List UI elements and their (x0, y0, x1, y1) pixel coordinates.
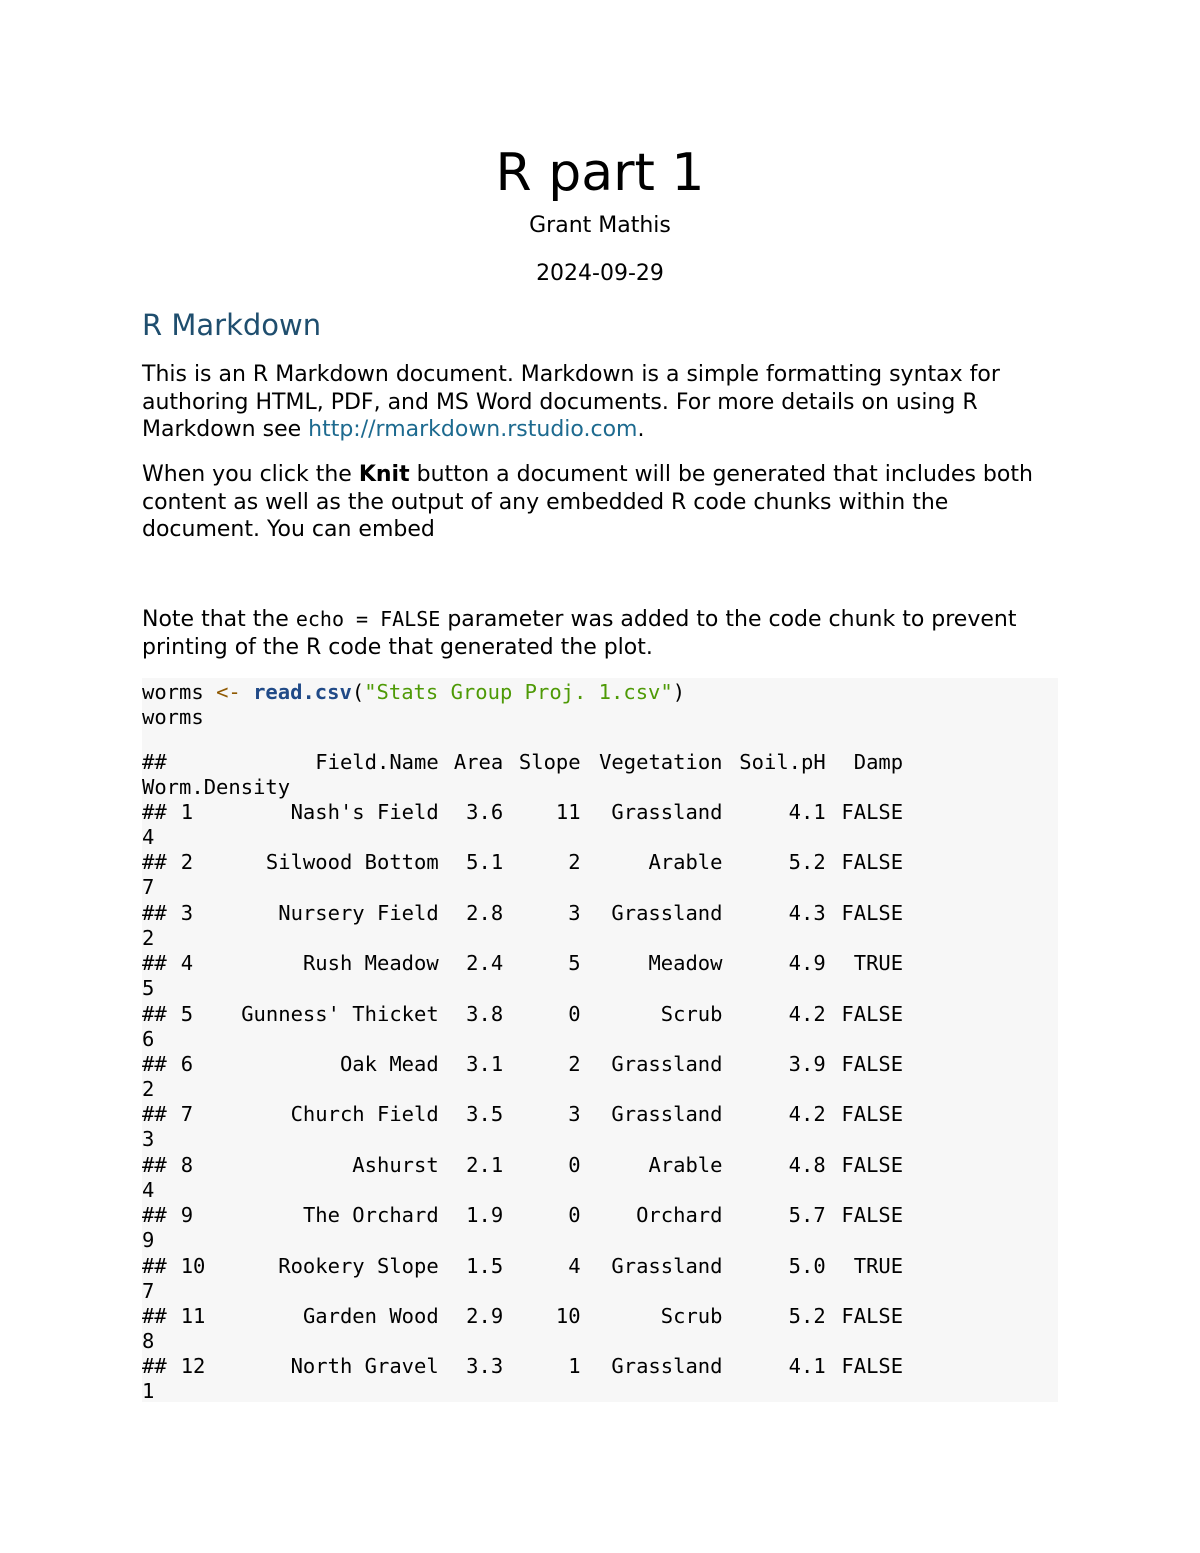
cell-soil-ph: 5.2 (788, 1304, 826, 1328)
cell-vegetation: Arable (648, 850, 723, 875)
cell-soil-ph: 4.1 (788, 800, 826, 824)
code-line-read (142, 680, 685, 705)
intro-text: This is an R Markdown document. Markdown is a simple formatting syntax for authoring HTML, PDF, and MS Word documents. For more details on using R Markdown see (142, 362, 1000, 442)
intro-paragraph (142, 361, 1058, 444)
cell-vegetation: Grassland (611, 800, 723, 824)
cell-area: 3.8 (466, 1001, 504, 1026)
code-string: "Stats Group Proj. 1.csv" (364, 680, 673, 704)
cell-damp: FALSE (841, 1001, 904, 1026)
cell-vegetation: Orchard (636, 1203, 723, 1228)
cell-vegetation: Grassland (611, 1102, 723, 1127)
output-header-row (142, 750, 1058, 775)
output-prefix: ## (142, 1001, 167, 1026)
cell-field-name: Garden Wood (302, 1304, 439, 1328)
code-paren-open: ( (351, 680, 365, 704)
output-row (142, 1002, 1058, 1027)
cell-field-name: Gunness' Thicket (241, 1001, 439, 1026)
cell-slope: 3 (568, 900, 581, 925)
cell-damp: TRUE (853, 1253, 904, 1278)
cell-area: 2.4 (466, 951, 504, 976)
output-prefix: ## (142, 1304, 167, 1328)
cell-slope: 3 (568, 1102, 581, 1127)
knit-text-before: When you click the (142, 462, 359, 487)
output-row (142, 901, 1058, 926)
code-paren-close: ) (672, 680, 686, 704)
output-row-wrap (142, 1228, 1058, 1253)
knit-text-after: button a document will be generated that includes both content as well as the output of any embedded R code chunks within the document. You can embed (142, 462, 1033, 542)
cell-damp: FALSE (841, 1203, 904, 1228)
cell-area: 2.1 (466, 1152, 504, 1177)
knit-bold: Knit (358, 462, 410, 487)
column-header-damp: Damp (853, 750, 904, 774)
code-line-print: worms (142, 705, 204, 729)
output-row (142, 1203, 1058, 1228)
code-block (142, 678, 1058, 1402)
cell-damp: FALSE (841, 900, 904, 925)
output-row-wrap (142, 1379, 1058, 1404)
cell-vegetation: Grassland (611, 1253, 723, 1278)
cell-damp: FALSE (841, 1152, 904, 1177)
output-prefix: ## (142, 750, 167, 774)
cell-soil-ph: 4.3 (788, 900, 826, 925)
cell-worm-density: 4 (142, 1177, 155, 1202)
cell-worm-density: 3 (142, 1127, 155, 1152)
output-row-wrap (142, 1329, 1058, 1354)
cell-soil-ph: 4.9 (788, 951, 826, 976)
output-row-wrap (142, 1027, 1058, 1052)
cell-soil-ph: 4.8 (788, 1152, 826, 1177)
output-prefix: ## (142, 1203, 167, 1228)
output-row-wrap (142, 976, 1058, 1001)
cell-slope: 0 (568, 1001, 581, 1026)
output-prefix: ## (142, 951, 167, 976)
row-index: 2 (180, 850, 194, 875)
output-row-wrap (142, 825, 1058, 850)
output-prefix: ## (142, 1152, 167, 1177)
cell-damp: FALSE (841, 1304, 904, 1328)
cell-field-name: The Orchard (302, 1203, 439, 1228)
cell-soil-ph: 4.2 (788, 1102, 826, 1127)
output-prefix: ## (142, 1354, 167, 1379)
cell-slope: 0 (568, 1152, 581, 1177)
output-prefix: ## (142, 1052, 167, 1076)
cell-damp: FALSE (841, 850, 904, 875)
output-row-wrap (142, 926, 1058, 951)
cell-damp: FALSE (841, 1102, 904, 1127)
cell-vegetation: Meadow (648, 951, 723, 976)
cell-slope: 1 (568, 1354, 581, 1379)
cell-field-name: North Gravel (290, 1354, 439, 1379)
row-index: 6 (180, 1052, 194, 1076)
output-prefix: ## (142, 1102, 167, 1127)
cell-area: 1.5 (466, 1253, 504, 1278)
output-row-wrap (142, 1279, 1058, 1304)
output-row (142, 951, 1058, 976)
cell-vegetation: Grassland (611, 900, 723, 925)
document-author: Grant Mathis (529, 213, 671, 238)
cell-field-name: Oak Mead (339, 1052, 439, 1076)
cell-soil-ph: 5.2 (788, 850, 826, 875)
column-header-soil-ph: Soil.pH (739, 750, 826, 774)
output-prefix: ## (142, 900, 167, 925)
output-row-wrap (142, 1077, 1058, 1102)
section-heading: R Markdown (142, 308, 322, 342)
column-header-worm-density: Worm.Density (142, 775, 291, 799)
cell-worm-density: 8 (142, 1329, 155, 1353)
code-function: read.csv (253, 680, 352, 704)
cell-field-name: Silwood Bottom (265, 850, 439, 875)
cell-slope: 4 (568, 1253, 581, 1278)
code-assign-op: <- (216, 680, 241, 704)
cell-worm-density: 2 (142, 1077, 155, 1101)
cell-field-name: Rookery Slope (278, 1253, 439, 1278)
cell-vegetation: Arable (648, 1152, 723, 1177)
intro-end: . (637, 417, 645, 442)
output-row (142, 1052, 1058, 1077)
cell-area: 5.1 (466, 850, 504, 875)
rmarkdown-link[interactable]: http://rmarkdown.rstudio.com (308, 417, 638, 442)
knit-paragraph (142, 461, 1058, 544)
cell-area: 3.1 (466, 1052, 504, 1076)
cell-soil-ph: 4.2 (788, 1001, 826, 1026)
cell-area: 1.9 (466, 1203, 504, 1228)
cell-damp: TRUE (853, 951, 904, 976)
output-row-wrap (142, 875, 1058, 900)
output-row (142, 850, 1058, 875)
row-index: 4 (180, 951, 194, 976)
column-header-slope: Slope (518, 750, 581, 774)
echo-paragraph (142, 606, 1058, 661)
output-row (142, 1102, 1058, 1127)
code-space (241, 680, 253, 704)
output-row (142, 1254, 1058, 1279)
cell-soil-ph: 5.0 (788, 1253, 826, 1278)
cell-slope: 2 (568, 1052, 581, 1076)
cell-worm-density: 6 (142, 1026, 155, 1051)
cell-field-name: Rush Meadow (302, 951, 439, 976)
cell-field-name: Nash's Field (290, 800, 439, 824)
column-header-field-name: Field.Name (315, 750, 439, 774)
cell-field-name: Nursery Field (278, 900, 439, 925)
cell-area: 2.9 (466, 1304, 504, 1328)
document-title: R part 1 (495, 143, 705, 203)
echo-text-after: parameter was added to the code chunk to prevent printing of the R code that generated the plot. (142, 607, 1017, 660)
code-var: worms (142, 680, 217, 704)
cell-vegetation: Grassland (611, 1052, 723, 1076)
cell-slope: 5 (568, 951, 581, 976)
cell-area: 3.3 (466, 1354, 504, 1379)
output-prefix: ## (142, 850, 167, 875)
cell-damp: FALSE (841, 1052, 904, 1076)
row-index: 10 (180, 1253, 206, 1278)
cell-area: 2.8 (466, 900, 504, 925)
cell-vegetation: Scrub (660, 1304, 723, 1328)
row-index: 12 (180, 1354, 206, 1379)
cell-slope: 0 (568, 1203, 581, 1228)
cell-vegetation: Grassland (611, 1354, 723, 1379)
cell-soil-ph: 5.7 (788, 1203, 826, 1228)
cell-area: 3.6 (466, 800, 504, 824)
cell-soil-ph: 4.1 (788, 1354, 826, 1379)
echo-text-before: Note that the (142, 607, 296, 632)
cell-worm-density: 2 (142, 925, 155, 950)
cell-field-name: Church Field (290, 1102, 439, 1127)
output-row-wrap (142, 1178, 1058, 1203)
row-index: 1 (180, 800, 194, 824)
cell-area: 3.5 (466, 1102, 504, 1127)
cell-soil-ph: 3.9 (788, 1052, 826, 1076)
output-row (142, 1304, 1058, 1329)
echo-inline-code: echo = FALSE (295, 607, 441, 631)
cell-worm-density: 7 (142, 1278, 155, 1303)
cell-field-name: Ashurst (352, 1152, 439, 1177)
cell-slope: 2 (568, 850, 581, 875)
output-row-wrap (142, 1127, 1058, 1152)
row-index: 8 (180, 1152, 194, 1177)
cell-slope: 11 (555, 800, 581, 824)
cell-worm-density: 5 (142, 976, 155, 1001)
output-row (142, 1354, 1058, 1379)
output-header-wrap (142, 775, 1058, 800)
row-index: 5 (180, 1001, 194, 1026)
output-row (142, 1153, 1058, 1178)
row-index: 7 (180, 1102, 194, 1127)
cell-worm-density: 1 (142, 1379, 155, 1404)
row-index: 11 (180, 1304, 206, 1328)
cell-damp: FALSE (841, 800, 904, 824)
column-header-area: Area (453, 750, 504, 774)
cell-worm-density: 9 (142, 1228, 155, 1253)
cell-worm-density: 4 (142, 825, 155, 849)
output-row (142, 800, 1058, 825)
cell-worm-density: 7 (142, 875, 155, 900)
row-index: 3 (180, 900, 194, 925)
document-date: 2024-09-29 (536, 261, 664, 286)
cell-slope: 10 (555, 1304, 581, 1328)
output-prefix: ## (142, 800, 167, 824)
output-prefix: ## (142, 1253, 167, 1278)
row-index: 9 (180, 1203, 194, 1228)
cell-vegetation: Scrub (660, 1001, 723, 1026)
cell-damp: FALSE (841, 1354, 904, 1379)
column-header-vegetation: Vegetation (599, 750, 723, 774)
